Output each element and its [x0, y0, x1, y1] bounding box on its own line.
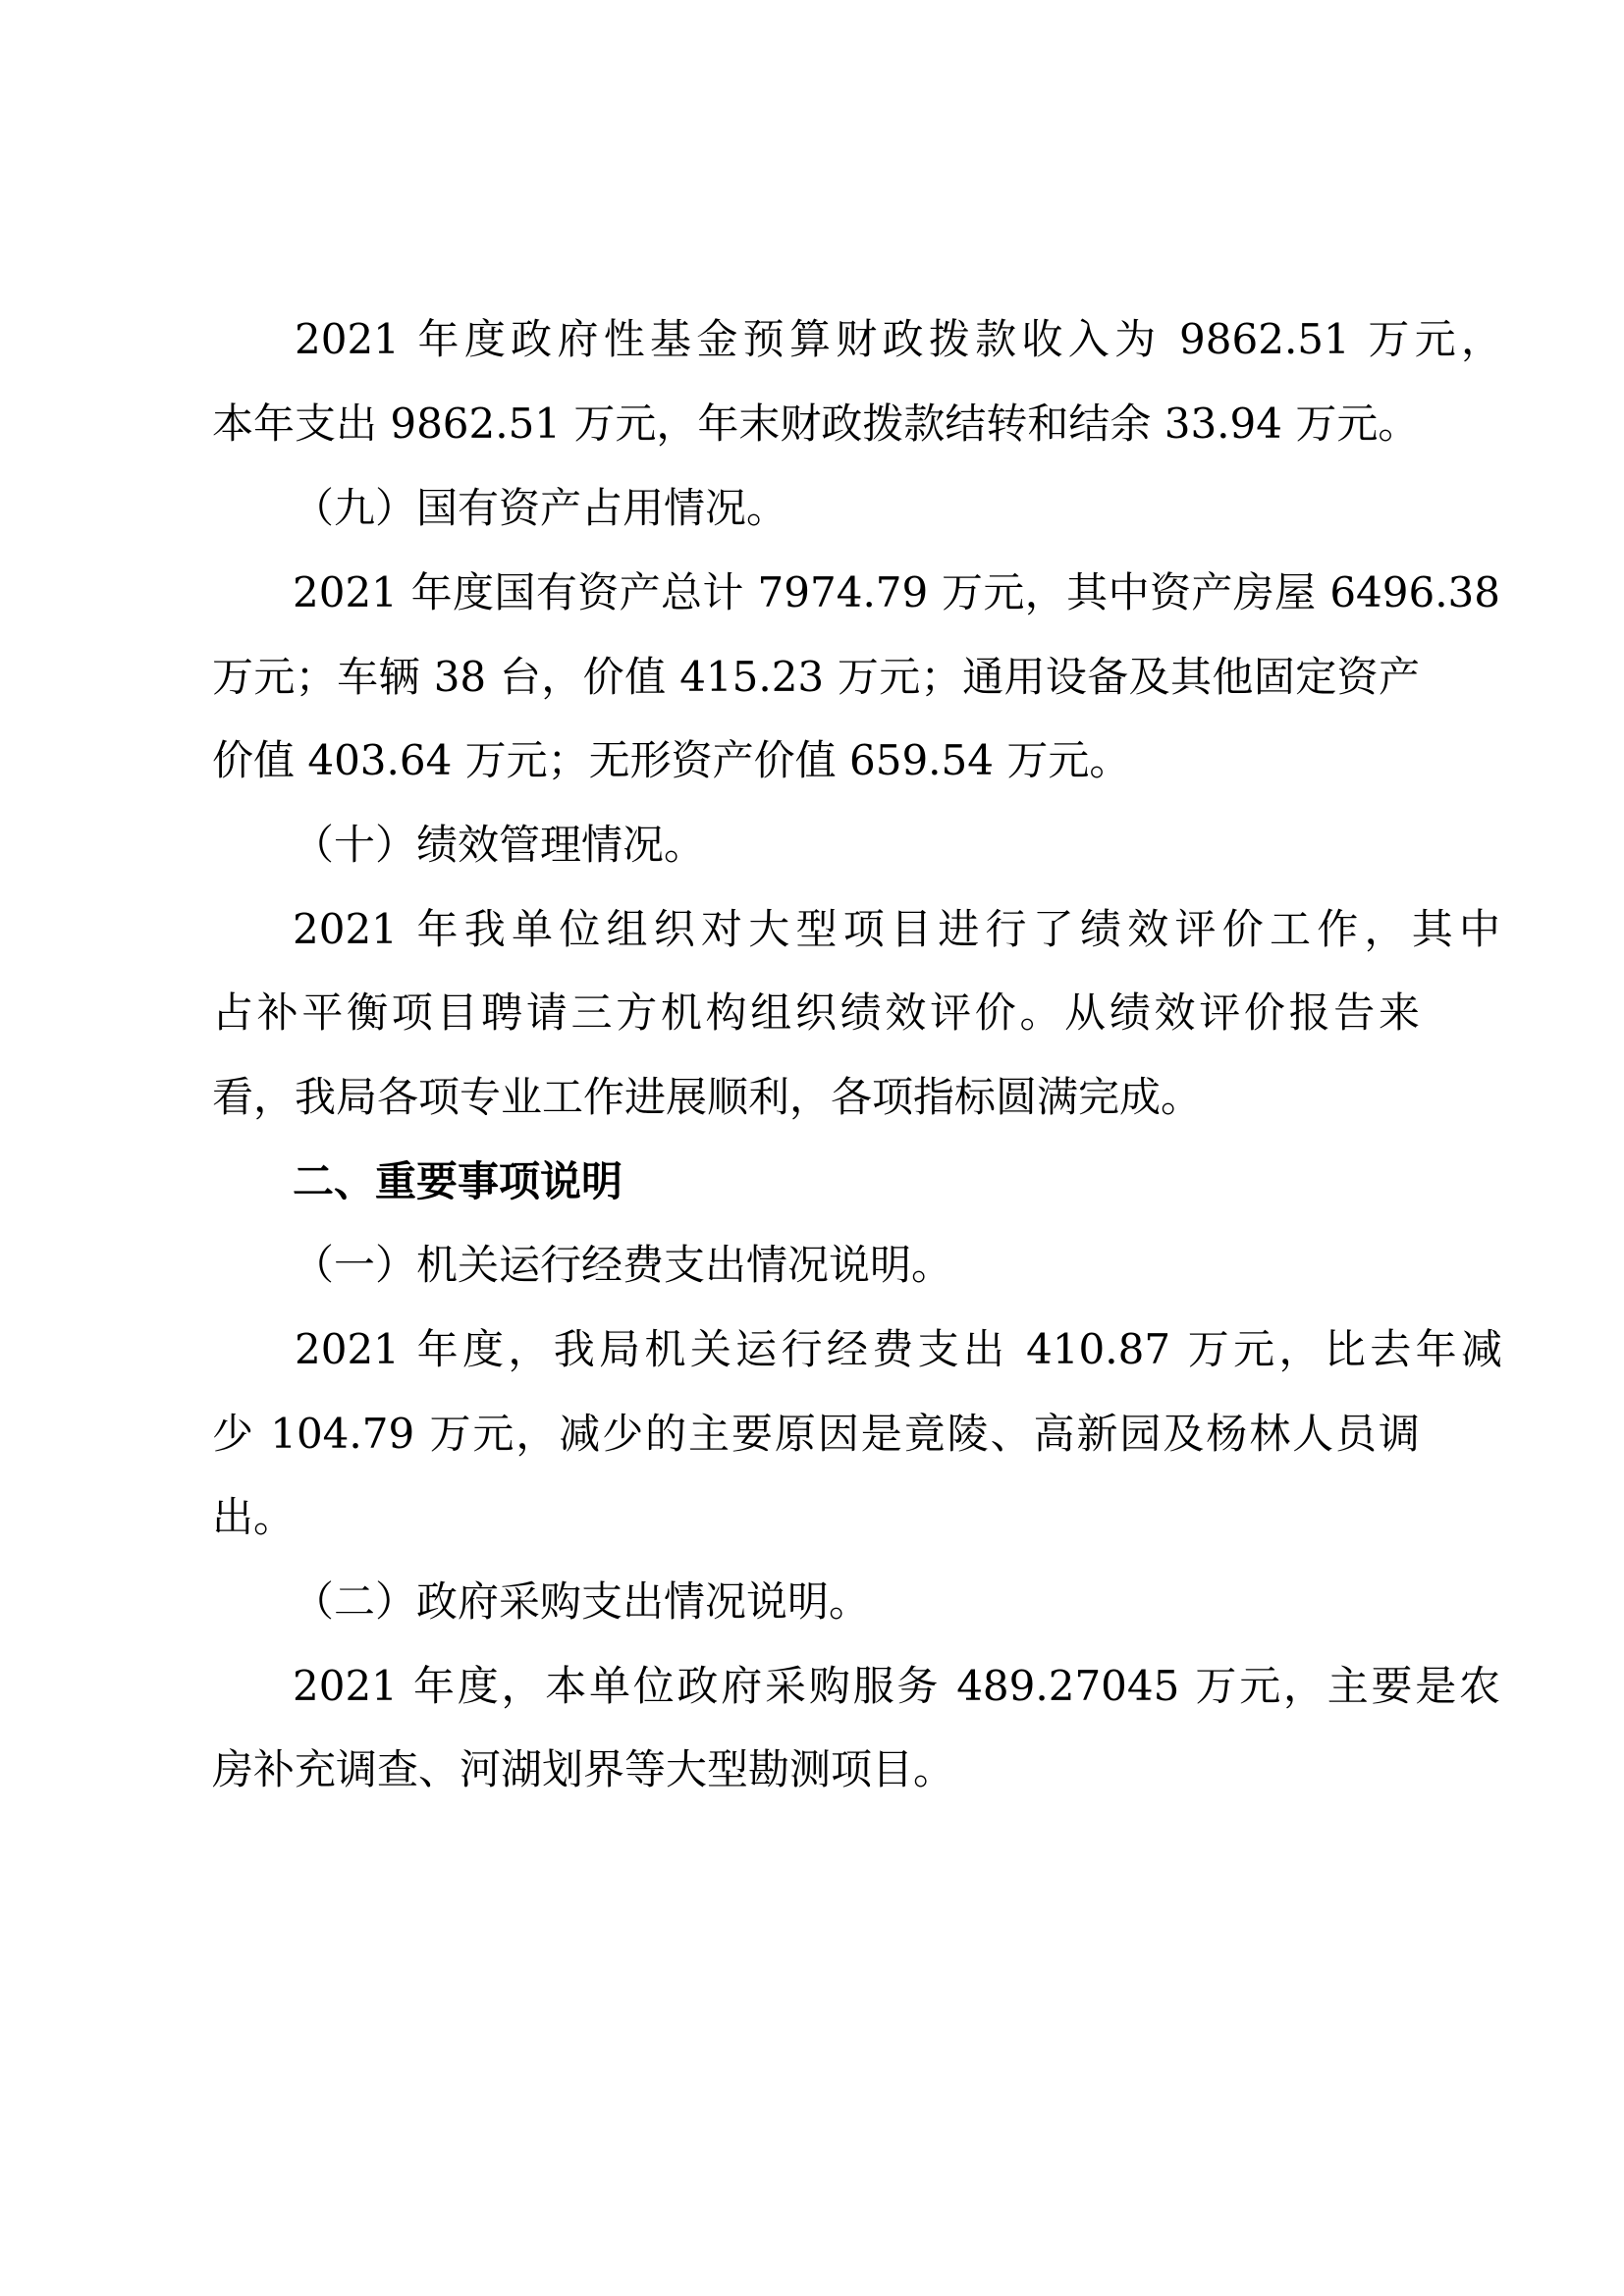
paragraph-line-assets-2: 万元；车辆 38 台，价值 415.23 万元；通用设备及其他固定资产	[212, 653, 1420, 701]
paragraph-line-operating-2: 少 104.79 万元，减少的主要原因是竟陵、高新园及杨林人员调	[212, 1410, 1420, 1458]
paragraph-line-procurement-1: 2021 年度，本单位政府采购服务 489.27045 万元，主要是农	[293, 1662, 1500, 1710]
chapter-heading-important-matters: 二、重要事项说明	[293, 1157, 623, 1205]
section-heading-procurement: （二）政府采购支出情况说明。	[293, 1577, 871, 1626]
paragraph-line-fund-budget-2: 本年支出 9862.51 万元，年末财政拨款结转和结余 33.94 万元。	[212, 400, 1420, 448]
paragraph-line-fund-budget-1: 2021 年度政府性基金预算财政拨款收入为 9862.51 万元，	[295, 315, 1502, 363]
section-heading-performance: （十）绩效管理情况。	[293, 821, 706, 869]
paragraph-line-assets-1: 2021 年度国有资产总计 7974.79 万元，其中资产房屋 6496.38	[293, 568, 1500, 616]
paragraph-line-procurement-2: 房补充调查、河湖划界等大型勘测项目。	[212, 1745, 955, 1793]
paragraph-line-operating-1: 2021 年度，我局机关运行经费支出 410.87 万元，比去年减	[295, 1325, 1502, 1373]
paragraph-line-operating-3: 出。	[212, 1493, 296, 1541]
paragraph-line-assets-3: 价值 403.64 万元；无形资产价值 659.54 万元。	[212, 736, 1131, 784]
paragraph-line-performance-2: 占补平衡项目聘请三方机构组织绩效评价。从绩效评价报告来	[212, 988, 1420, 1037]
paragraph-line-performance-3: 看，我局各项专业工作进展顺利，各项指标圆满完成。	[212, 1073, 1203, 1121]
section-heading-state-assets: （九）国有资产占用情况。	[293, 484, 788, 532]
paragraph-line-performance-1: 2021 年我单位组织对大型项目进行了绩效评价工作，其中	[293, 905, 1500, 953]
section-heading-operating-expenses: （一）机关运行经费支出情况说明。	[293, 1241, 953, 1289]
